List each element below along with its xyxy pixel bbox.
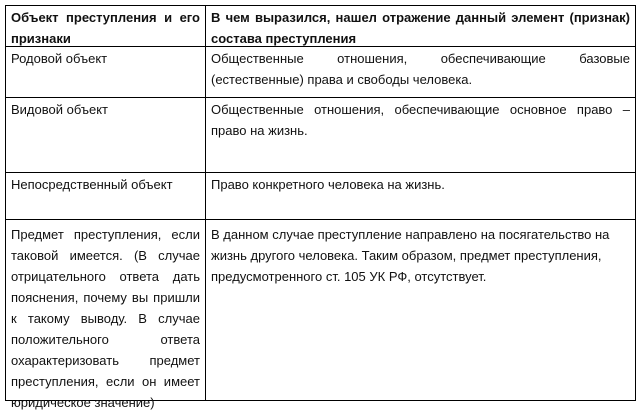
row-value-crime-subject: В данном случае преступление направлено на посягательство на жизнь другого человека. Таким образом, предмет преступления, предусмотренного ст. 105 УК РФ, отсутствует.: [211, 227, 610, 284]
header-cell-expression: В чем выразился, нашел отражение данный элемент (признак) состава преступления: [211, 10, 630, 46]
table-row-specific-object: [6, 97, 635, 172]
table-row-direct-object: [6, 172, 635, 219]
table-row-generic-object: [6, 46, 635, 97]
table-row-crime-subject: [6, 219, 635, 410]
row-value-specific-object: Общественные отношения, обеспечивающие основное право – право на жизнь.: [211, 102, 630, 138]
row-label-crime-subject: Предмет преступления, если таковой имеется. (В случае отрицательного ответа дать пояснения, почему вы пришли к такому выводу. В случае положительного ответа охарактеризовать предмет преступления, если он имеет юридическое значение): [6, 220, 206, 400]
header-cell-object: Объект преступления и его признаки: [6, 6, 206, 46]
table-header-row: [6, 6, 635, 46]
row-label-direct-object: Непосредственный объект: [6, 173, 206, 219]
row-label-generic-object: Родовой объект: [6, 47, 206, 97]
crime-object-table: [5, 5, 636, 410]
row-value-direct-object: Право конкретного человека на жизнь.: [211, 177, 445, 192]
row-label-specific-object: Видовой объект: [6, 98, 206, 172]
row-value-generic-object: Общественные отношения, обеспечивающие базовые (естественные) права и свободы человека.: [211, 51, 630, 87]
